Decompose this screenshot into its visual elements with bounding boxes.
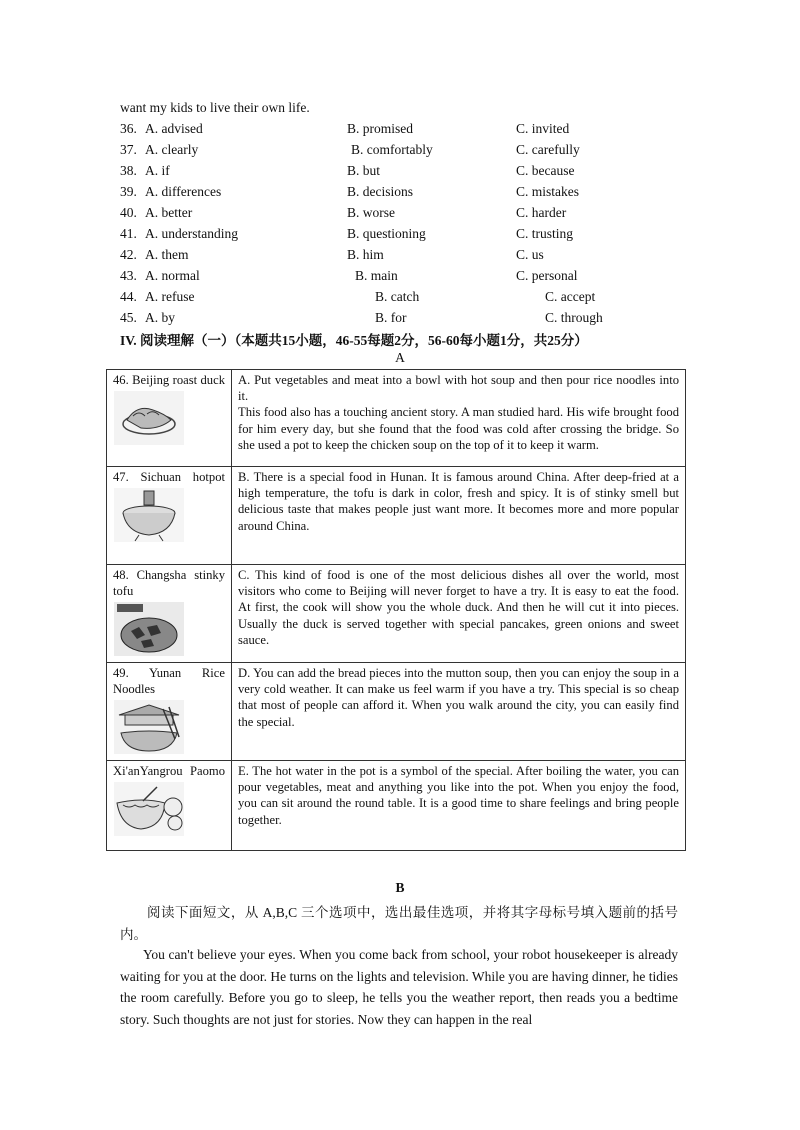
table-row xyxy=(107,761,686,851)
food-description: D. You can add the bread pieces into the mutton soup, then you can enjoy the soup in a very cold weather. It can make us feel warm if you have a try. This special is so cheap that most of people can afford it. When you walk around the city, you can easily find the special. xyxy=(238,666,679,729)
food-description-cell xyxy=(232,565,686,663)
option-row xyxy=(120,184,720,205)
option-b: B. worse xyxy=(347,205,395,220)
food-match-table xyxy=(106,369,686,851)
option-a: A. differences xyxy=(145,184,222,199)
option-a: A. better xyxy=(145,205,193,220)
option-b: B. main xyxy=(355,268,398,283)
option-a: A. refuse xyxy=(145,289,195,304)
option-a: A. advised xyxy=(145,121,203,136)
table-row xyxy=(107,370,686,467)
rice-noodles-sketch-icon xyxy=(113,699,185,755)
question-number: 36. xyxy=(120,121,137,136)
option-row xyxy=(120,121,720,142)
food-description-cell xyxy=(232,370,686,467)
question-number: 42. xyxy=(120,247,137,262)
food-name: 48. Changsha stinky tofu xyxy=(113,568,225,599)
option-row xyxy=(120,205,720,226)
food-name-cell xyxy=(107,663,232,761)
option-c: C. personal xyxy=(516,268,578,283)
question-number: 40. xyxy=(120,205,137,220)
part-b-label: B xyxy=(395,880,405,895)
food-name: Xi'anYangrou Paomo xyxy=(113,764,225,778)
option-row xyxy=(120,310,720,331)
instruction-text: 阅读下面短文，从 A,B,C 三个选项中，选出最佳选项，并将其字母标号填入题前的括号内。 xyxy=(120,905,678,942)
option-b: B. decisions xyxy=(347,184,413,199)
table-row xyxy=(107,467,686,565)
option-row xyxy=(120,163,720,184)
option-b: B. for xyxy=(375,310,407,325)
option-c: C. trusting xyxy=(516,226,574,241)
option-b: B. him xyxy=(347,247,384,262)
option-c: C. through xyxy=(545,310,603,325)
food-name-cell xyxy=(107,370,232,467)
question-number: 38. xyxy=(120,163,137,178)
question-number: 37. xyxy=(120,142,137,157)
part-a-label: A xyxy=(395,350,405,365)
food-name: 47. Sichuan hotpot xyxy=(113,470,225,484)
stinky-tofu-sketch-icon xyxy=(113,601,185,657)
question-number: 44. xyxy=(120,289,137,304)
question-number: 41. xyxy=(120,226,137,241)
option-a: A. by xyxy=(145,310,175,325)
option-c: C. invited xyxy=(516,121,570,136)
option-row xyxy=(120,268,720,289)
option-b: B. but xyxy=(347,163,381,178)
option-row xyxy=(120,289,720,310)
food-description-cell xyxy=(232,663,686,761)
food-description: C. This kind of food is one of the most delicious dishes all over the world, most visitors who come to Beijing will never forget to have a try. It is easy to eat the food. At first, the cook will show you the whole duck. And then he will cut it into pieces. Usually the duck is served together with special pancakes, green onions and sweet sauce. xyxy=(238,568,679,647)
option-row xyxy=(120,247,720,268)
food-name: 49. Yunan Rice Noodles xyxy=(113,666,225,697)
option-b: B. questioning xyxy=(347,226,426,241)
table-row xyxy=(107,565,686,663)
option-a: A. clearly xyxy=(145,142,199,157)
table-row xyxy=(107,663,686,761)
option-b: B. comfortably xyxy=(351,142,433,157)
option-a: A. them xyxy=(145,247,189,262)
question-number: 43. xyxy=(120,268,137,283)
option-c: C. because xyxy=(516,163,575,178)
food-description-cell xyxy=(232,761,686,851)
hotpot-sketch-icon xyxy=(113,487,185,543)
option-c: C. carefully xyxy=(516,142,580,157)
option-a: A. if xyxy=(145,163,170,178)
top-line: want my kids to live their own life. xyxy=(120,100,310,115)
yangrou-paomo-sketch-icon xyxy=(113,781,185,837)
option-c: C. mistakes xyxy=(516,184,579,199)
option-row xyxy=(120,226,720,247)
food-description-cell xyxy=(232,467,686,565)
option-b: B. catch xyxy=(375,289,420,304)
food-description: B. There is a special food in Hunan. It is famous around China. After deep-fried at a high temperature, the tofu is dark in color, fresh and spicy. It is of stinky smell but delicious taste that makes people just want more. It becomes more and more popular around China. xyxy=(238,470,679,533)
food-name-cell xyxy=(107,565,232,663)
food-name: 46. Beijing roast duck xyxy=(113,373,225,387)
food-description: This food also has a touching ancient story. A man studied hard. His wife brought food for him every day, but she found that the food was cold after crossing the bridge. So she used a pot to keep the chicken soup on the top of it to keep it warm. xyxy=(238,405,679,452)
passage-text: You can't believe your eyes. When you come back from school, your robot housekeeper is already waiting for you at the door. He turns on the lights and television. While you are having dinner, he tidies the room carefully. Before you go to sleep, he tells you the weather report, then reads you a bedtime story. Such thoughts are not just for stories. Now they can happen in the real xyxy=(120,947,678,1027)
option-a: A. normal xyxy=(145,268,200,283)
food-name-cell xyxy=(107,761,232,851)
food-description: E. The hot water in the pot is a symbol of the special. After boiling the water, you can pour vegetables, meat and anything you like into the pot. When you enjoy the food, you can sit around the round table. It is a good time to share feelings and bring people together. xyxy=(238,764,679,827)
option-c: C. harder xyxy=(516,205,567,220)
food-description: A. Put vegetables and meat into a bowl with hot soup and then pour rice noodles into it. xyxy=(238,373,679,404)
food-name-cell xyxy=(107,467,232,565)
section-title: IV. 阅读理解（一）（本题共15小题，46-55每题2分，56-60每小题1分，共25分） xyxy=(120,333,588,348)
option-a: A. understanding xyxy=(145,226,238,241)
option-b: B. promised xyxy=(347,121,413,136)
option-row xyxy=(120,142,720,163)
roast-duck-sketch-icon xyxy=(113,390,185,446)
question-number: 39. xyxy=(120,184,137,199)
option-c: C. accept xyxy=(545,289,596,304)
question-number: 45. xyxy=(120,310,137,325)
option-c: C. us xyxy=(516,247,544,262)
